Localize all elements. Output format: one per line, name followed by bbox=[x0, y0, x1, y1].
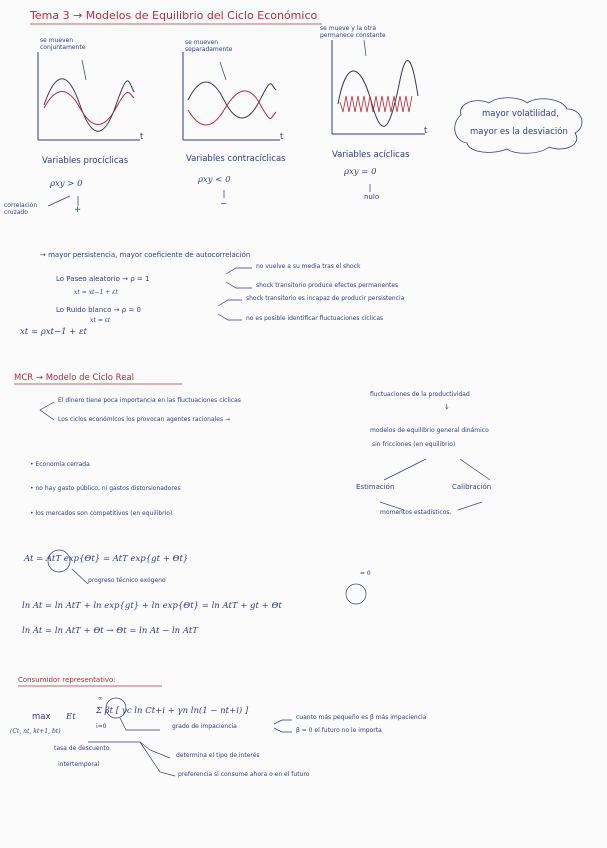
tasa-line-1: tasa de descuento bbox=[54, 745, 110, 752]
modelos-line-2: sin fricciones (en equilibrio) bbox=[372, 441, 456, 448]
page-title: Tema 3 → Modelos de Equilibrio del Ciclo Económico bbox=[30, 9, 318, 22]
ar-equation: xt = ρxt−1 + εt bbox=[20, 327, 87, 337]
graph3-caption: Variables acíclicas bbox=[332, 150, 410, 160]
progreso-label: progreso técnico exógeno bbox=[88, 577, 166, 584]
graph1-axis-t: t bbox=[140, 132, 144, 142]
graph1-formula: ρxy > 0 bbox=[50, 179, 83, 189]
max-label: max bbox=[32, 712, 51, 722]
choice-variables: (Ct, nt, kt+1, bt) bbox=[10, 728, 61, 735]
graph2-caption: Variables contracíclicas bbox=[186, 154, 286, 164]
graph3-note: se mueve y la otra permanece constante bbox=[320, 25, 386, 39]
graph1-note: se mueven conjuntamente bbox=[40, 37, 86, 51]
graph2-formula: ρxy < 0 bbox=[198, 175, 231, 185]
grado-result-1: cuanto más pequeño es β más impaciencia bbox=[296, 714, 427, 721]
mcr-list-3: • los mercados son competitivos (en equilibrio) bbox=[30, 510, 173, 517]
mcr-list-3-text: los mercados son competitivos (en equilibrio) bbox=[35, 510, 173, 517]
ruido-label: Lo Ruido blanco → ρ = 0 bbox=[56, 306, 141, 314]
grado-impaciencia: grado de impaciencia bbox=[172, 723, 237, 730]
arrow-down: ↓ bbox=[444, 403, 450, 411]
calibracion-label: Calibración bbox=[452, 483, 492, 491]
equation-3: ln At = ln AtT + Θt → Θt = ln At − ln AtT bbox=[22, 626, 198, 636]
graph1-caption: Variables procíclicas bbox=[42, 156, 129, 166]
mcr-list-2-text: no hay gasto público, ni gastos distorsionadores bbox=[35, 485, 181, 492]
g-equals-zero: = 0 bbox=[360, 570, 371, 577]
ruido-eq: xt = εt bbox=[90, 317, 111, 324]
fluctuaciones-label: fluctuaciones de la productividad bbox=[370, 391, 470, 398]
sign-minus: − bbox=[220, 199, 228, 209]
paseo-label: Lo Paseo aleatorio → ρ = 1 bbox=[56, 275, 150, 283]
cloud-text-1: mayor volatilidad, bbox=[482, 109, 559, 119]
persistencia-main: → mayor persistencia, mayor coeficiente de autocorrelación bbox=[40, 251, 251, 259]
equation-1: At = AtT exp{Θt} = AtT exp{gt + Θt} bbox=[24, 554, 189, 564]
utility-expression: Σ βt [ γc ln Ct+i + γn ln(1 − nt+i) ] bbox=[96, 706, 249, 716]
mcr-list-2: • no hay gasto público, ni gastos distorsionadores bbox=[30, 485, 181, 492]
sign-plus: + bbox=[74, 205, 82, 215]
mcr-list-1-text: Economía cerrada bbox=[35, 461, 90, 468]
cloud-text-2: mayor es la desviación bbox=[470, 127, 568, 137]
nulo-label: nulo bbox=[364, 193, 380, 201]
graph-countercyclical bbox=[183, 52, 280, 140]
determina-label: determina el tipo de interés bbox=[176, 752, 260, 759]
sum-bottom: i=0 bbox=[96, 723, 107, 730]
paseo-result-2: shock transitorio produce efectos permanentes bbox=[256, 282, 399, 289]
equation-2: ln At = ln AtT + ln exp{gt} + ln exp{Θt} = ln AtT + gt + Θt bbox=[22, 601, 282, 611]
mcr-heading: MCR → Modelo de Ciclo Real bbox=[14, 373, 135, 383]
tasa-line-2: intertemporal bbox=[58, 761, 100, 768]
modelos-line-1: modelos de equilibrio general dinámico bbox=[370, 427, 489, 434]
mcr-list-1: • Economía cerrada bbox=[30, 461, 90, 468]
momentos-label: momentos estadísticos. bbox=[380, 509, 452, 516]
paseo-eq: xt = xt−1 + εt bbox=[74, 289, 118, 296]
paseo-result-1: no vuelve a su media tras el shock bbox=[256, 263, 361, 270]
mcr-bullet-1: El dinero tiene poca importancia en las fluctuaciones cíclicas bbox=[58, 397, 241, 404]
graph-procyclical bbox=[38, 52, 140, 140]
graph3-axis-t: t bbox=[424, 126, 428, 136]
estimacion-label: Estimación bbox=[356, 483, 395, 491]
ruido-result-2: no es posible identificar fluctuaciones cíclicas bbox=[246, 315, 384, 322]
correlacion-cruzado: correlación cruzado bbox=[4, 202, 38, 216]
ruido-result-1: shock transitorio es incapaz de producir persistencia bbox=[246, 295, 405, 302]
cloud-shape bbox=[449, 95, 589, 155]
et-label: Et bbox=[66, 712, 76, 722]
grado-result-2: β = 0 el futuro no le importa bbox=[296, 727, 382, 734]
graph-acyclical bbox=[332, 40, 428, 136]
preferencia-label: preferencia si consume ahora o en el futuro bbox=[178, 771, 310, 778]
graph3-formula: ρxy = 0 bbox=[344, 167, 377, 177]
graph2-note: se mueven separadamente bbox=[185, 39, 233, 53]
mcr-bullet-2: Los ciclos económicos los provocan agentes racionales → bbox=[58, 416, 231, 423]
sum-top: ∞ bbox=[98, 695, 103, 702]
graph2-axis-t: t bbox=[280, 132, 284, 142]
consumidor-heading: Consumidor representativo: bbox=[18, 676, 116, 684]
